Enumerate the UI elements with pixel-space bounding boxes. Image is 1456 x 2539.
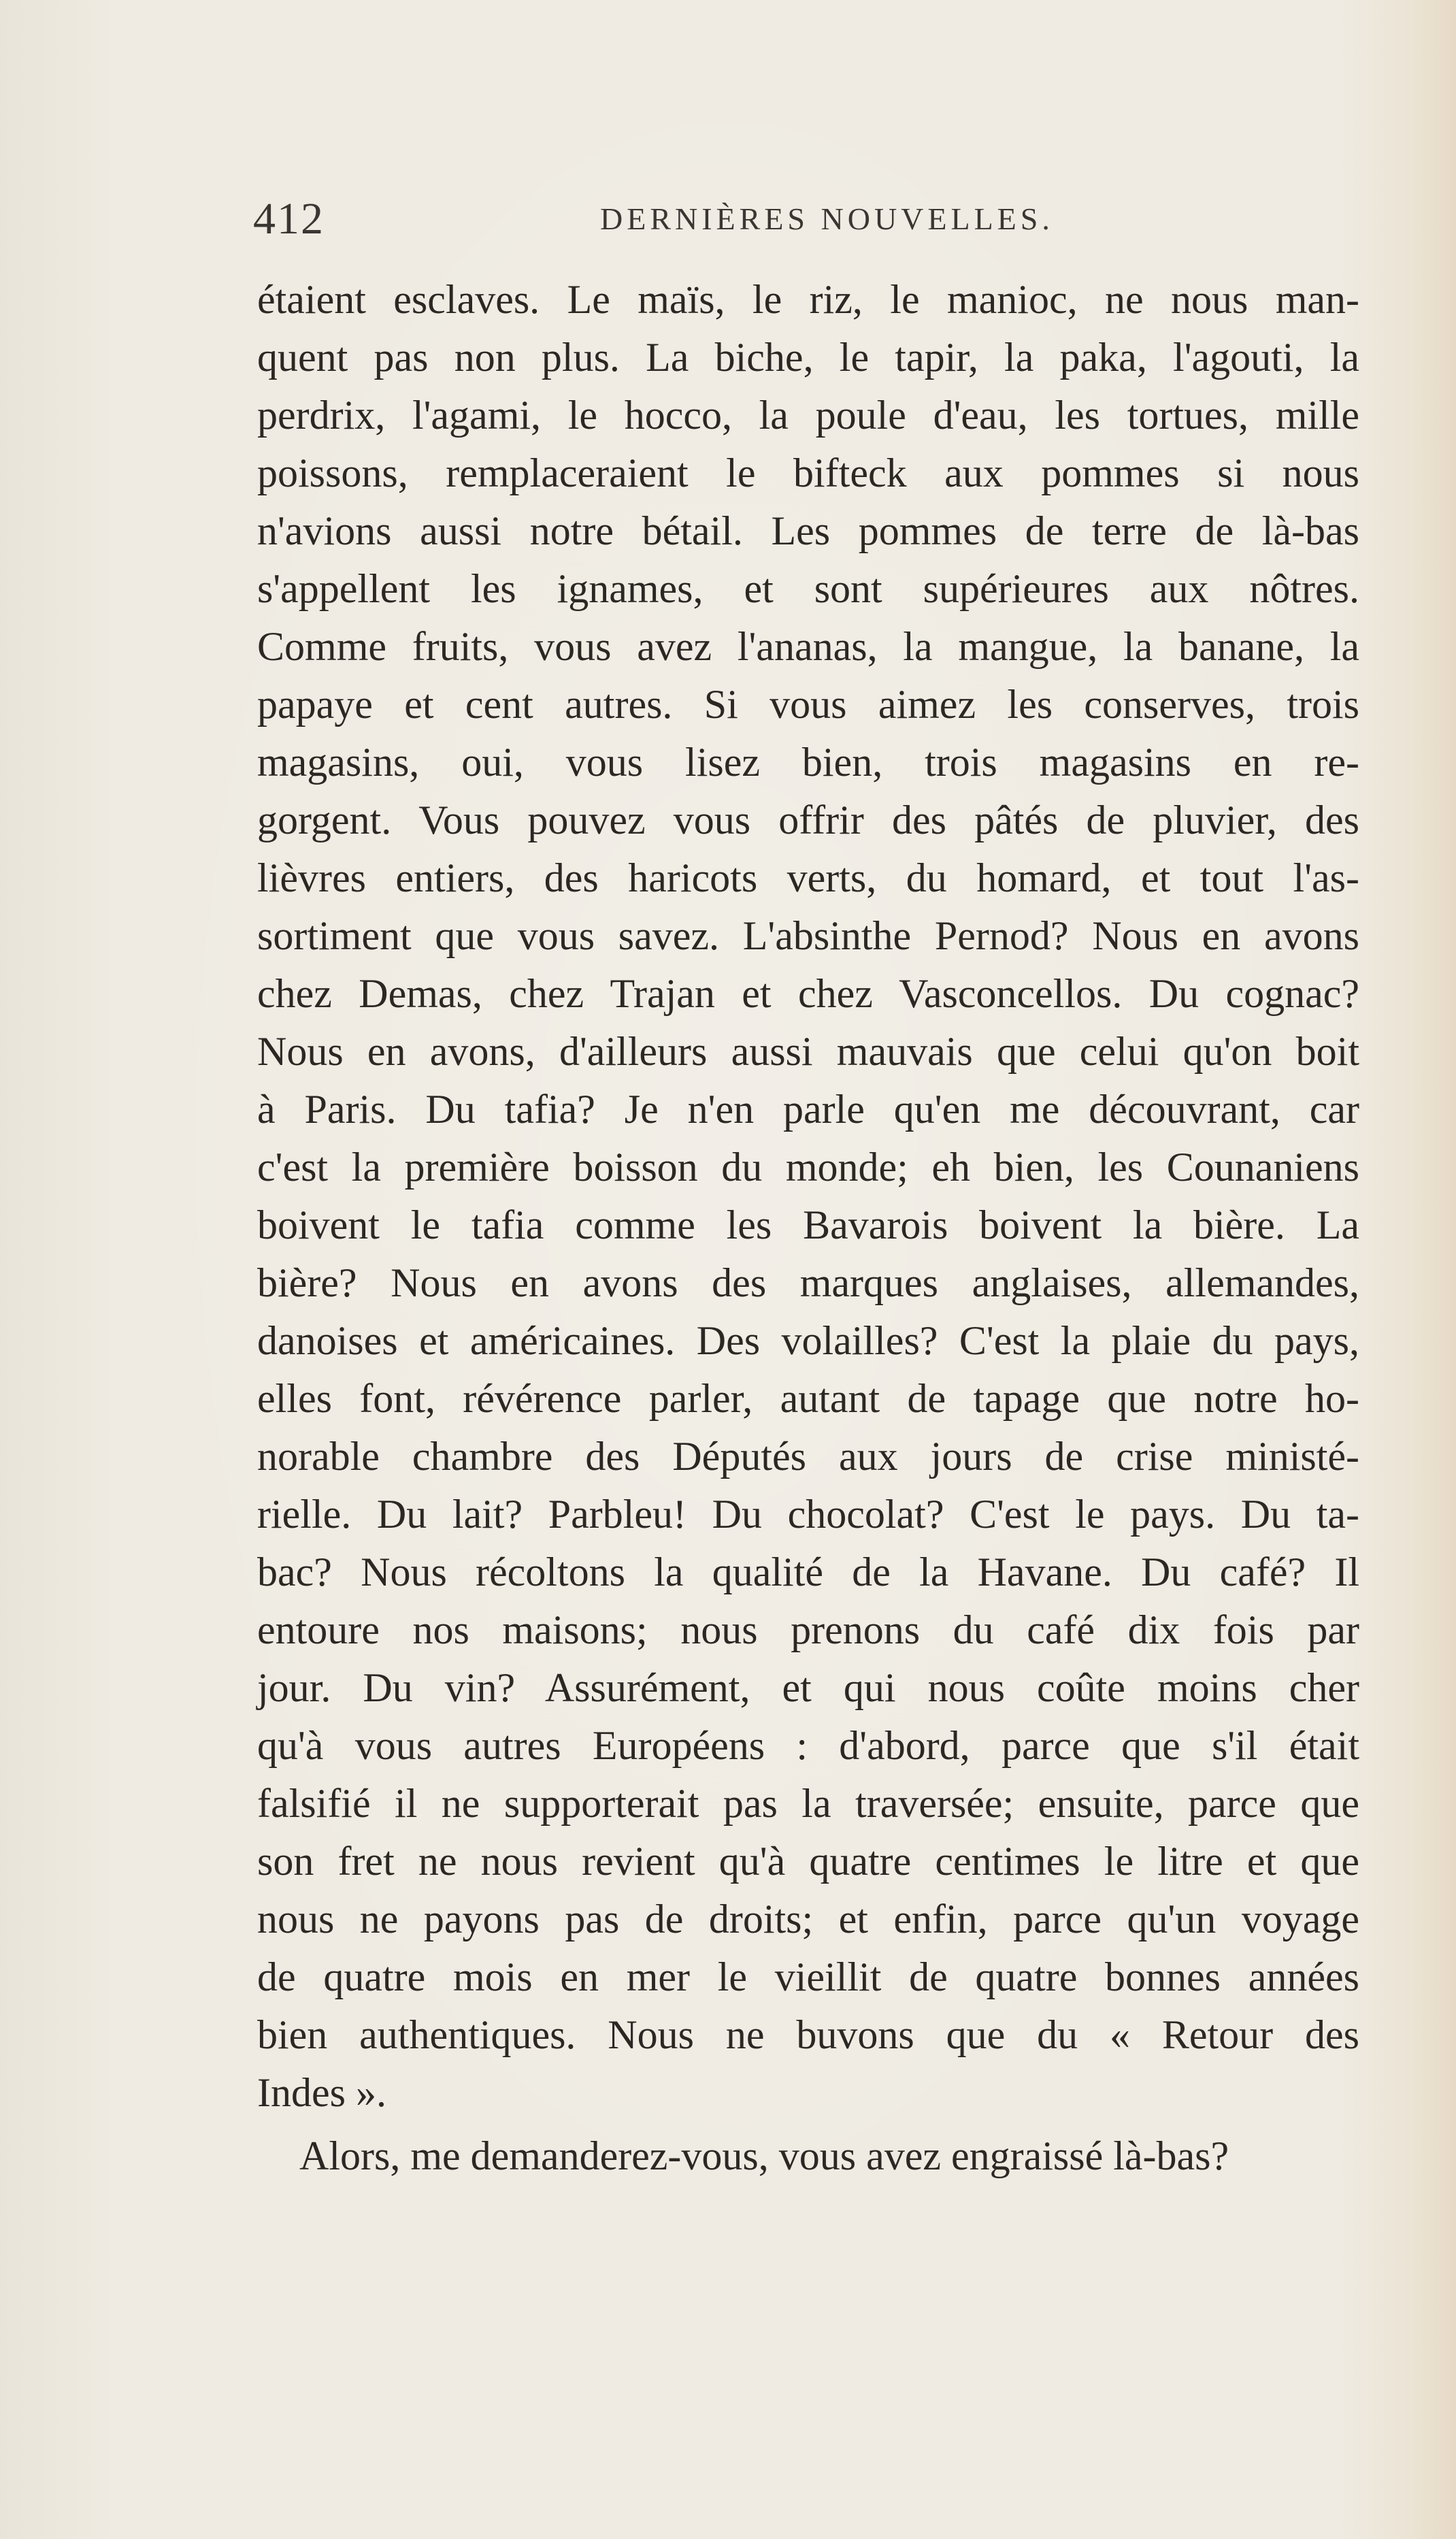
text-line: entoure nos maisons; nous prenons du café dix fois par bbox=[257, 1607, 1359, 1652]
text-line: bien authentiques. Nous ne buvons que du « Retour des bbox=[257, 2012, 1359, 2057]
text-line: elles font, révérence parler, autant de tapage que notre ho- bbox=[257, 1376, 1359, 1421]
text-line: Nous en avons, d'ailleurs aussi mauvais que celui qu'on boit bbox=[257, 1029, 1359, 1074]
text-line: perdrix, l'agami, le hocco, la poule d'eau, les tortues, mille bbox=[257, 393, 1359, 438]
text-line: quent pas non plus. La biche, le tapir, la paka, l'agouti, la bbox=[257, 335, 1359, 380]
text-line: magasins, oui, vous lisez bien, trois magasins en re- bbox=[257, 740, 1359, 785]
paragraph-2 bbox=[257, 2127, 1359, 2185]
text-line: sortiment que vous savez. L'absinthe Pernod? Nous en avons bbox=[257, 913, 1359, 958]
text-line: Indes ». bbox=[257, 2070, 386, 2115]
text-line: s'appellent les ignames, et sont supérieures aux nôtres. bbox=[257, 566, 1359, 611]
text-line: poissons, remplaceraient le bifteck aux pommes si nous bbox=[257, 451, 1359, 495]
text-line: son fret ne nous revient qu'à quatre centimes le litre et que bbox=[257, 1839, 1359, 1884]
paragraph-1 bbox=[257, 271, 1359, 2122]
text-line: papaye et cent autres. Si vous aimez les conserves, trois bbox=[257, 682, 1359, 727]
text-line: chez Demas, chez Trajan et chez Vasconcellos. Du cognac? bbox=[257, 971, 1359, 1016]
text-line: falsifié il ne supporterait pas la traversée; ensuite, parce que bbox=[257, 1781, 1359, 1826]
text-line: jour. Du vin? Assurément, et qui nous coûte moins cher bbox=[257, 1665, 1359, 1710]
text-line: bière? Nous en avons des marques anglaises, allemandes, bbox=[257, 1260, 1359, 1305]
text-line: Alors, me demanderez-vous, vous avez engraissé là-bas? bbox=[299, 2133, 1229, 2178]
body-text bbox=[257, 271, 1359, 2185]
text-line: étaient esclaves. Le maïs, le riz, le manioc, ne nous man- bbox=[257, 277, 1359, 322]
text-line: Comme fruits, vous avez l'ananas, la mangue, la banane, la bbox=[257, 624, 1359, 669]
text-line: nous ne payons pas de droits; et enfin, parce qu'un voyage bbox=[257, 1897, 1359, 1942]
text-line: boivent le tafia comme les Bavarois boivent la bière. La bbox=[257, 1202, 1359, 1247]
page-header bbox=[253, 192, 1355, 246]
text-line: c'est la première boisson du monde; eh bien, les Counaniens bbox=[257, 1145, 1359, 1190]
text-line: n'avions aussi notre bétail. Les pommes de terre de là-bas bbox=[257, 508, 1359, 553]
text-line: danoises et américaines. Des volailles? C'est la plaie du pays, bbox=[257, 1318, 1359, 1363]
text-line: rielle. Du lait? Parbleu! Du chocolat? C'est le pays. Du ta- bbox=[257, 1492, 1359, 1537]
text-line: qu'à vous autres Européens : d'abord, parce que s'il était bbox=[257, 1723, 1359, 1768]
page-number: 412 bbox=[253, 194, 325, 244]
text-line: bac? Nous récoltons la qualité de la Havane. Du café? Il bbox=[257, 1550, 1359, 1594]
text-line: gorgent. Vous pouvez vous offrir des pâtés de pluvier, des bbox=[257, 798, 1359, 842]
text-line: norable chambre des Députés aux jours de crise ministé- bbox=[257, 1434, 1359, 1479]
text-line: de quatre mois en mer le vieillit de quatre bonnes années bbox=[257, 1954, 1359, 1999]
text-line: lièvres entiers, des haricots verts, du homard, et tout l'as- bbox=[257, 855, 1359, 900]
text-line: à Paris. Du tafia? Je n'en parle qu'en me découvrant, car bbox=[257, 1087, 1359, 1132]
running-title: DERNIÈRES NOUVELLES. bbox=[600, 201, 1054, 236]
